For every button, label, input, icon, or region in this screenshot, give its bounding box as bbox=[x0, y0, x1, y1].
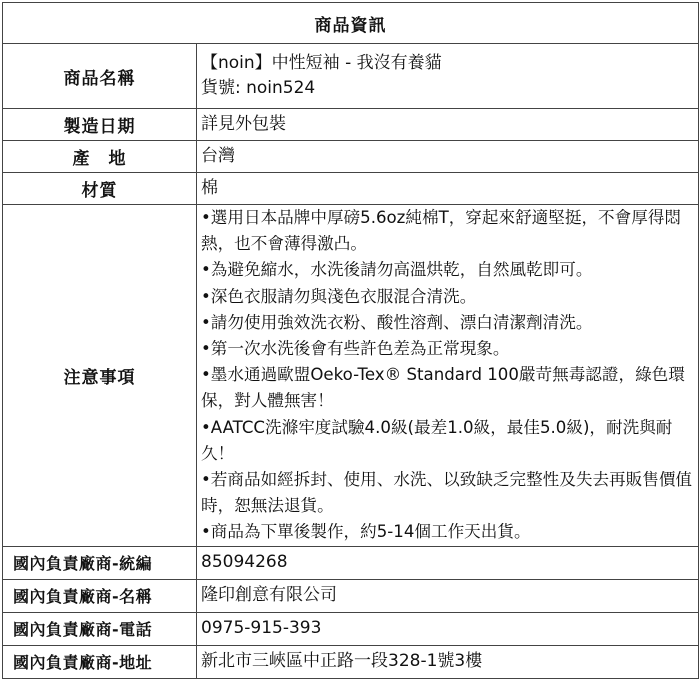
product-sku-value: 貨號: noin524 bbox=[201, 78, 316, 98]
product-info-table bbox=[2, 2, 699, 679]
list-item: •請勿使用強效洗衣粉、酸性溶劑、漂白清潔劑清洗。 bbox=[201, 312, 593, 332]
vendor-address-value: 新北市三峽區中正路一段328-1號3樓 bbox=[197, 645, 699, 678]
product-name-cell bbox=[197, 44, 699, 109]
notes-list bbox=[201, 205, 692, 546]
table-row-product-name bbox=[3, 44, 699, 109]
list-item: •墨水通過歐盟Oeko-Tex® Standard 100嚴苛無毒認證，綠色環保，對人體無害！ bbox=[201, 365, 685, 411]
product-name-value: 【noin】中性短袖 - 我沒有養貓 bbox=[201, 53, 442, 73]
table-title-row bbox=[3, 3, 699, 44]
list-item: •為避免縮水，水洗後請勿高溫烘乾，自然風乾即可。 bbox=[201, 260, 593, 280]
vendor-name-label: 國內負責廠商-名稱 bbox=[3, 579, 197, 612]
vendor-address-label: 國內負責廠商-地址 bbox=[3, 645, 197, 678]
vendor-tax-id-label: 國內負責廠商-統編 bbox=[3, 546, 197, 579]
list-item: •深色衣服請勿與淺色衣服混合清洗。 bbox=[201, 286, 477, 306]
vendor-phone-label: 國內負責廠商-電話 bbox=[3, 612, 197, 645]
table-row-manufacture-date bbox=[3, 109, 699, 141]
notes-cell bbox=[197, 205, 699, 547]
table-row-vendor-address bbox=[3, 645, 699, 678]
vendor-phone-value: 0975-915-393 bbox=[197, 612, 699, 645]
manufacture-date-label: 製造日期 bbox=[3, 109, 197, 141]
list-item: •若商品如經拆封、使用、水洗、以致缺乏完整性及失去再販售價值時，恕無法退貨。 bbox=[201, 470, 693, 516]
material-value: 棉 bbox=[197, 173, 699, 205]
list-item: •選用日本品牌中厚磅5.6oz純棉T，穿起來舒適堅挺，不會厚得悶熱，也不會薄得激凸。 bbox=[201, 208, 682, 254]
table-title: 商品資訊 bbox=[3, 3, 699, 44]
material-label: 材質 bbox=[3, 173, 197, 205]
table-row-notes bbox=[3, 205, 699, 547]
list-item: •商品為下單後製作，約5-14個工作天出貨。 bbox=[201, 522, 531, 542]
vendor-tax-id-value: 85094268 bbox=[197, 546, 699, 579]
list-item: •AATCC洗滌牢度試驗4.0級(最差1.0級，最佳5.0級)，耐洗與耐久！ bbox=[201, 417, 673, 463]
vendor-name-value: 隆印創意有限公司 bbox=[197, 579, 699, 612]
product-name-label: 商品名稱 bbox=[3, 44, 197, 109]
table-row-vendor-tax-id bbox=[3, 546, 699, 579]
origin-label: 產 地 bbox=[3, 141, 197, 173]
table-row-vendor-name bbox=[3, 579, 699, 612]
table-row-vendor-phone bbox=[3, 612, 699, 645]
table-row-material bbox=[3, 173, 699, 205]
origin-value: 台灣 bbox=[197, 141, 699, 173]
manufacture-date-value: 詳見外包裝 bbox=[197, 109, 699, 141]
notes-label: 注意事項 bbox=[3, 205, 197, 547]
list-item: •第一次水洗後會有些許色差為正常現象。 bbox=[201, 339, 510, 359]
table-row-origin bbox=[3, 141, 699, 173]
